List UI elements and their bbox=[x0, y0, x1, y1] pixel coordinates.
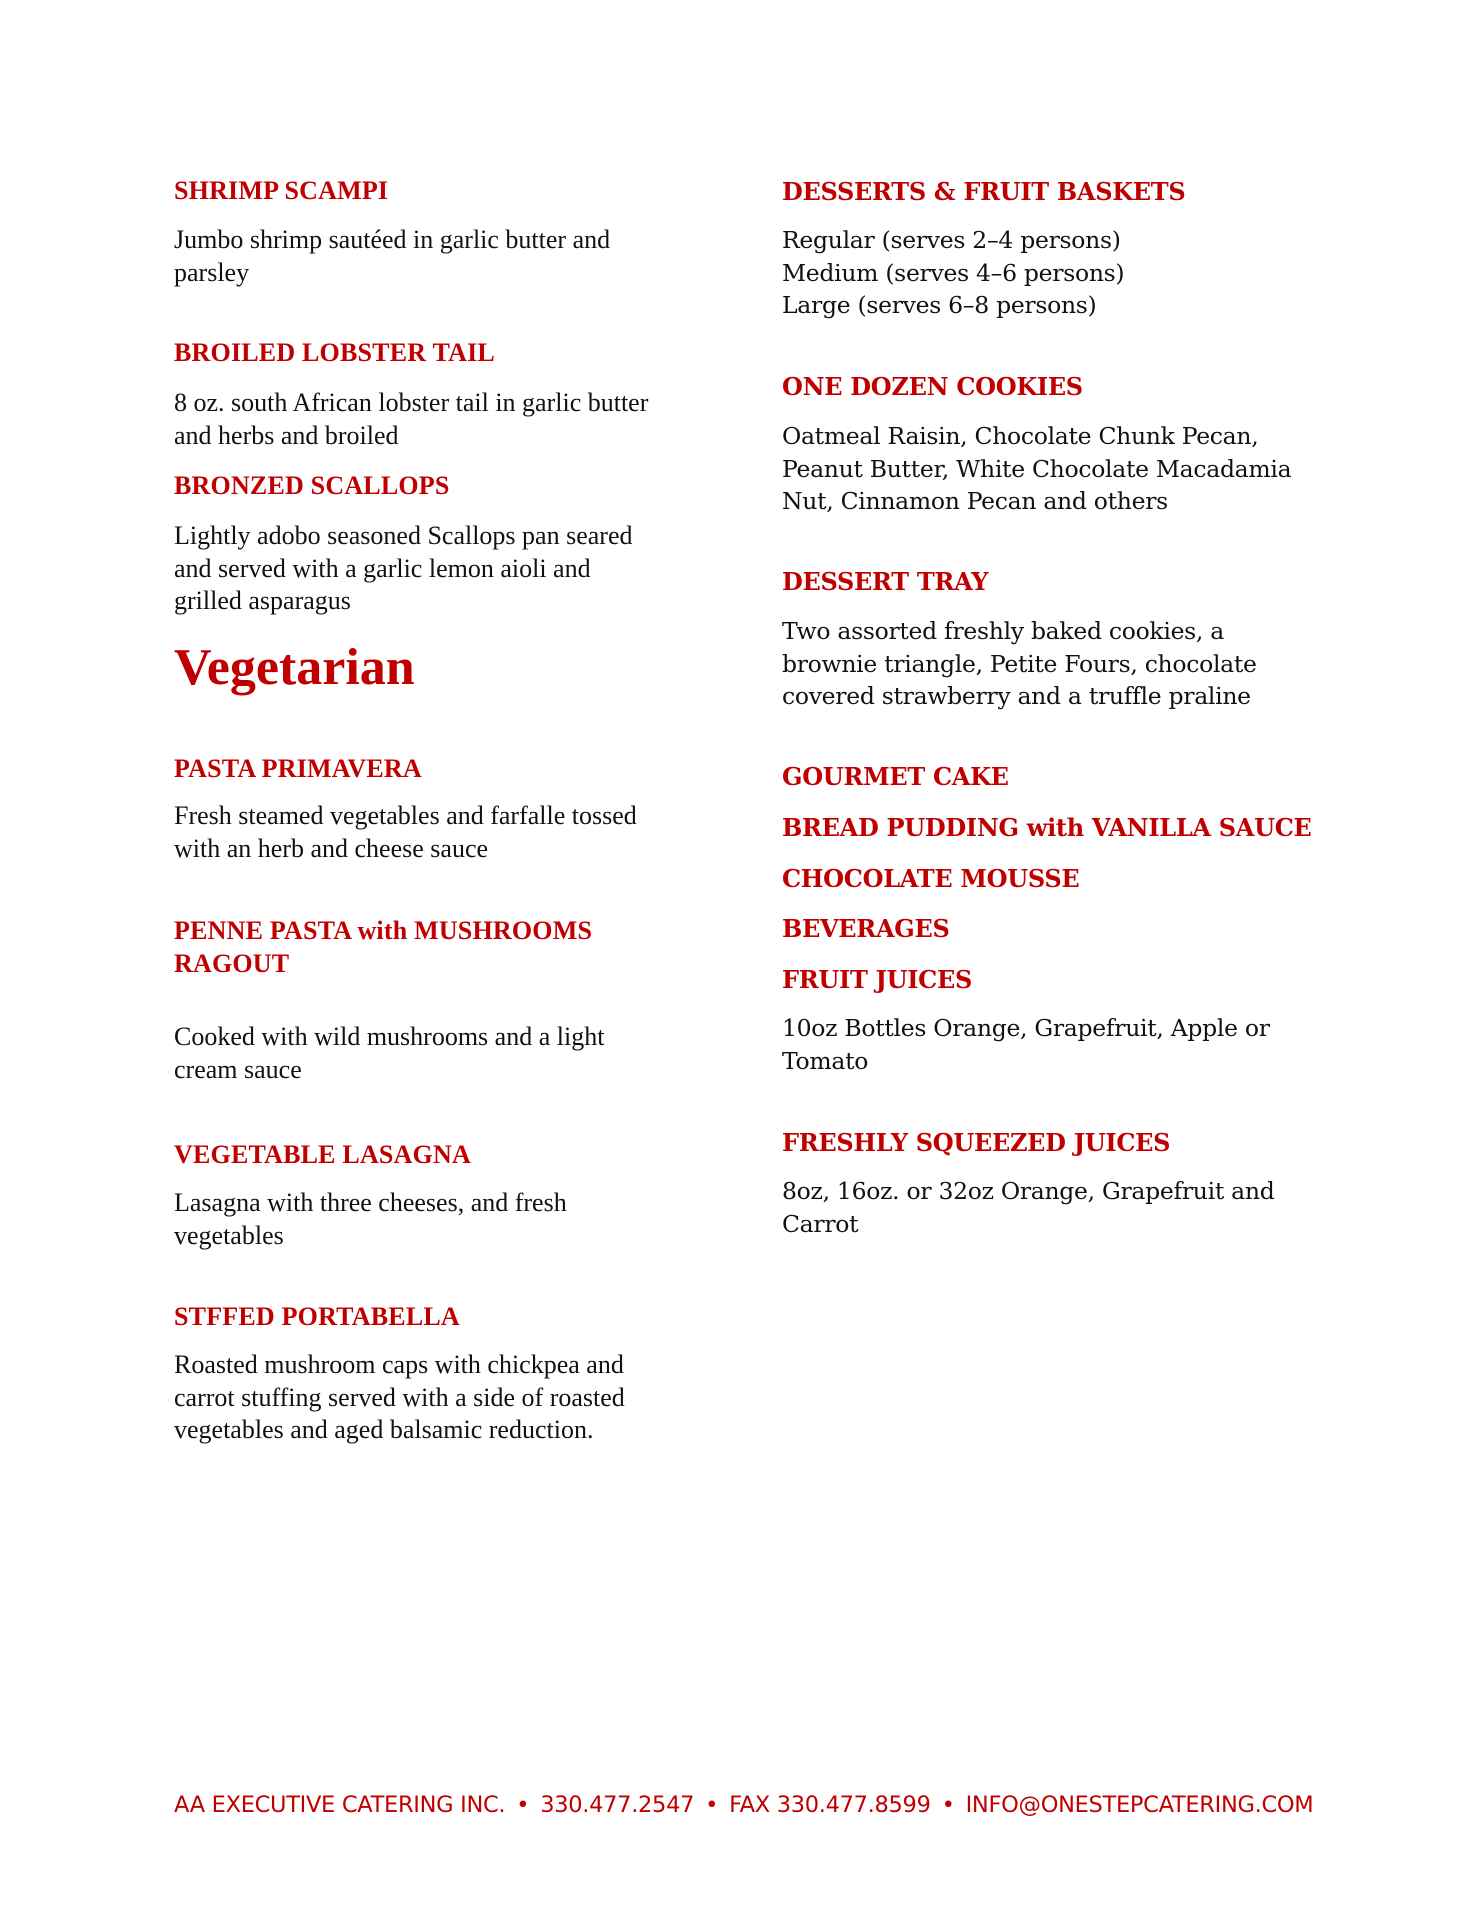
beverages-title: BEVERAGES bbox=[782, 914, 950, 943]
desc-line: and herbs and broiled bbox=[174, 420, 399, 450]
stuffed-portabella-desc bbox=[174, 1349, 625, 1447]
footer-phone[interactable]: 330.477.2547 bbox=[540, 1792, 695, 1818]
pasta-primavera-title: PASTA PRIMAVERA bbox=[174, 754, 422, 783]
desc-line: Peanut Butter, White Chocolate Macadamia bbox=[782, 454, 1292, 483]
footer-separator: • bbox=[516, 1792, 530, 1818]
shrimp-scampi-desc bbox=[174, 224, 610, 289]
desc-line: Oatmeal Raisin, Chocolate Chunk Pecan, bbox=[782, 422, 1259, 450]
desc-line: Lightly adobo seasoned Scallops pan seared bbox=[174, 521, 633, 550]
desc-line: 10oz Bottles Orange, Grapefruit, Apple or bbox=[782, 1014, 1270, 1042]
vegetable-lasagna-title: VEGETABLE LASAGNA bbox=[174, 1140, 471, 1169]
desc-line: Cooked with wild mushrooms and a light bbox=[174, 1022, 605, 1051]
shrimp-scampi-title: SHRIMP SCAMPI bbox=[174, 176, 389, 205]
desc-line: Fresh steamed vegetables and farfalle tossed bbox=[174, 801, 637, 830]
desc-line: grilled asparagus bbox=[174, 586, 351, 615]
footer-separator: • bbox=[705, 1792, 719, 1818]
dozen-cookies-desc bbox=[782, 420, 1291, 518]
desc-line: Lasagna with three cheeses, and fresh bbox=[174, 1188, 567, 1217]
desc-line: Tomato bbox=[782, 1046, 869, 1075]
footer-fax: FAX 330.477.8599 bbox=[729, 1792, 931, 1818]
title-line: PENNE PASTA with MUSHROOMS bbox=[174, 916, 593, 945]
footer-separator: • bbox=[941, 1792, 955, 1818]
desc-line: cream sauce bbox=[174, 1054, 302, 1084]
desc-line: 8 oz. south African lobster tail in garlic butter bbox=[174, 388, 649, 417]
dessert-tray-title: DESSERT TRAY bbox=[782, 567, 989, 596]
broiled-lobster-desc bbox=[174, 387, 648, 452]
dozen-cookies-title: ONE DOZEN COOKIES bbox=[782, 372, 1083, 401]
desc-line: and served with a garlic lemon aioli and bbox=[174, 553, 591, 583]
footer-company: AA EXECUTIVE CATERING INC. bbox=[174, 1792, 506, 1818]
desc-line: Large (serves 6–8 persons) bbox=[782, 291, 1097, 319]
penne-pasta-title bbox=[174, 914, 592, 980]
desc-line: Roasted mushroom caps with chickpea and bbox=[174, 1350, 624, 1379]
desc-line: Nut, Cinnamon Pecan and others bbox=[782, 487, 1168, 515]
title-line: RAGOUT bbox=[174, 949, 290, 978]
desc-line: Medium (serves 4–6 persons) bbox=[782, 258, 1125, 287]
desc-line: Jumbo shrimp sautéed in garlic butter and bbox=[174, 225, 611, 254]
desc-line: Regular (serves 2–4 persons) bbox=[782, 226, 1121, 254]
chocolate-mousse-title: CHOCOLATE MOUSSE bbox=[782, 864, 1080, 893]
vegetable-lasagna-desc bbox=[174, 1187, 567, 1252]
desc-line: vegetables and aged balsamic reduction. bbox=[174, 1415, 594, 1444]
desserts-fruit-title: DESSERTS & FRUIT BASKETS bbox=[782, 177, 1186, 206]
desc-line: 8oz, 16oz. or 32oz Orange, Grapefruit and bbox=[782, 1177, 1275, 1205]
vegetarian-heading: Vegetarian bbox=[174, 639, 415, 696]
desc-line: carrot stuffing served with a side of roasted bbox=[174, 1382, 625, 1412]
desc-line: vegetables bbox=[174, 1220, 284, 1250]
penne-pasta-desc bbox=[174, 1021, 604, 1086]
fruit-juices-desc bbox=[782, 1012, 1270, 1077]
squeezed-juices-title: FRESHLY SQUEEZED JUICES bbox=[782, 1128, 1171, 1157]
desc-line: brownie triangle, Petite Fours, chocolate bbox=[782, 649, 1257, 678]
pasta-primavera-desc bbox=[174, 800, 637, 865]
desc-line: parsley bbox=[174, 257, 250, 287]
desc-line: with an herb and cheese sauce bbox=[174, 833, 489, 863]
bread-pudding-title: BREAD PUDDING with VANILLA SAUCE bbox=[782, 813, 1312, 842]
desc-line: Two assorted freshly baked cookies, a bbox=[782, 617, 1224, 645]
bronzed-scallops-desc bbox=[174, 520, 633, 618]
footer-email[interactable]: INFO@ONESTEPCATERING.COM bbox=[965, 1792, 1314, 1818]
broiled-lobster-title: BROILED LOBSTER TAIL bbox=[174, 338, 495, 367]
squeezed-juices-desc bbox=[782, 1175, 1274, 1240]
desc-line: covered strawberry and a truffle praline bbox=[782, 682, 1251, 710]
stuffed-portabella-title: STFFED PORTABELLA bbox=[174, 1302, 460, 1331]
fruit-juices-title: FRUIT JUICES bbox=[782, 965, 972, 994]
bronzed-scallops-title: BRONZED SCALLOPS bbox=[174, 471, 450, 500]
gourmet-cake-title: GOURMET CAKE bbox=[782, 762, 1009, 791]
desc-line: Carrot bbox=[782, 1209, 859, 1238]
footer-contact-bar bbox=[174, 1792, 1313, 1818]
dessert-tray-desc bbox=[782, 615, 1257, 713]
desserts-fruit-desc bbox=[782, 224, 1124, 322]
